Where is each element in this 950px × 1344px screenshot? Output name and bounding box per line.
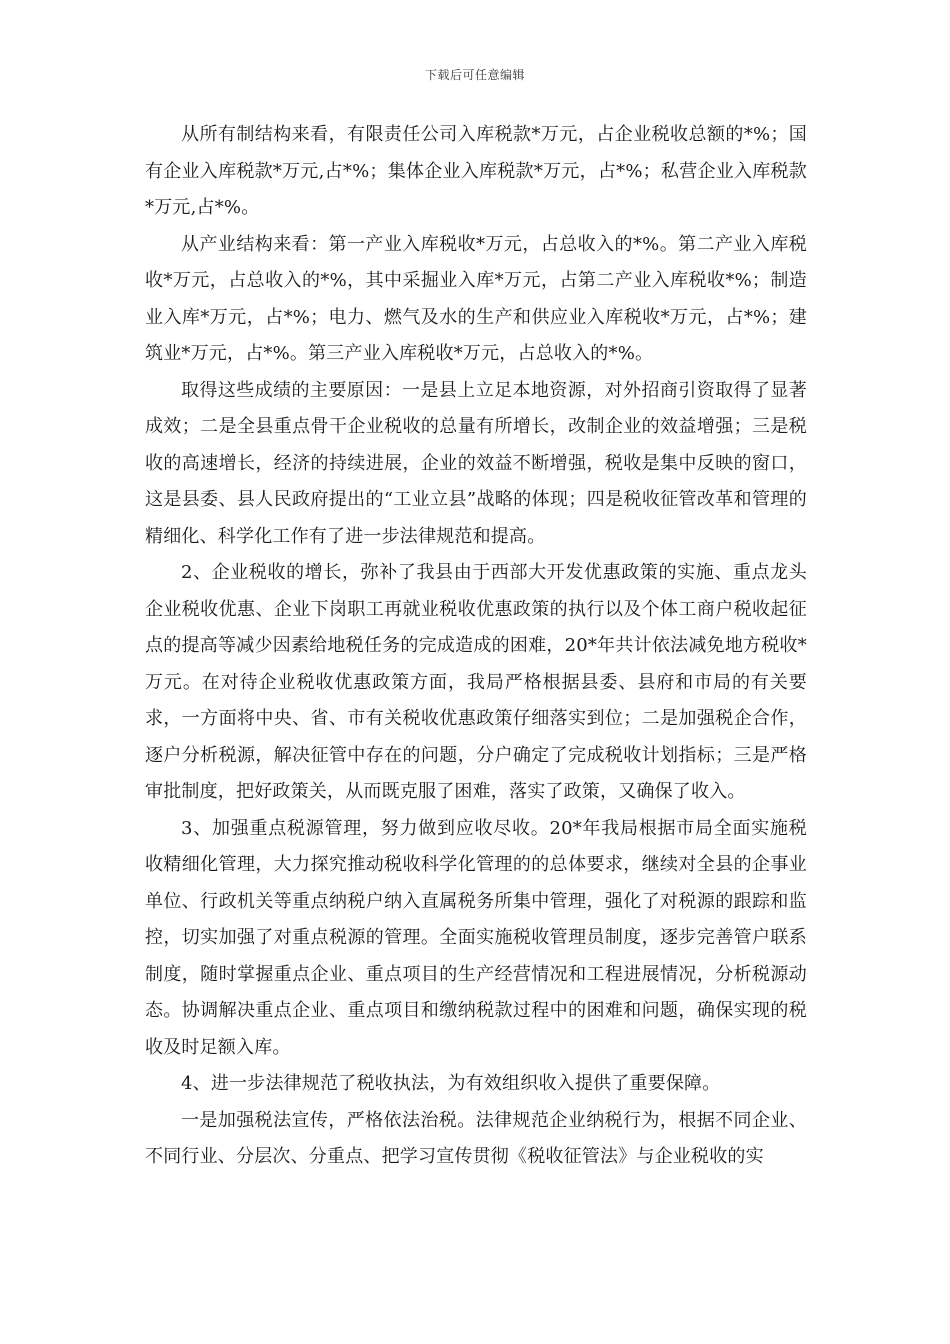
- paragraph-section-3: 3、加强重点税源管理，努力做到应收尽收。20*年我局根据市局全面实施税收精细化管理，大力探究推动税收科学化管理的的总体要求，继续对全县的企事业单位、行政机关等重点纳税户纳入直属税务所集中管理，强化了对税源的跟踪和监控，切实加强了对重点税源的管理。全面实施税收管理员制度，逐步完善管户联系制度，随时掌握重点企业、重点项目的生产经营情况和工程进展情况，分析税源动态。协调解决重点企业、重点项目和缴纳税款过程中的困难和问题，确保实现的税收及时足额入库。: [145, 817, 807, 1058]
- paragraph-ownership-structure: 从所有制结构来看，有限责任公司入库税款*万元，占企业税收总额的*%；国有企业入库税款*万元,占*%；集体企业入库税款*万元，占*%；私营企业入库税款*万元,占*%。: [145, 124, 807, 218]
- paragraph-main-reasons: 取得这些成绩的主要原因：一是县上立足本地资源，对外招商引资取得了显著成效；二是全县重点骨干企业税收的总量有所增长，改制企业的效益增强；三是税收的高速增长，经济的持续进展，企业的效益不断增强，税收是集中反映的窗口，这是县委、县人民政府提出的“工业立县”战略的体现；四是税收征管改革和管理的精细化、科学化工作有了进一步法律规范和提高。: [145, 379, 807, 547]
- paragraph-industry-structure: 从产业结构来看：第一产业入库税收*万元，占总收入的*%。第二产业入库税收*万元，占总收入的*%，其中采掘业入库*万元，占第二产业入库税收*%；制造业入库*万元，占*%；电力、燃气及水的生产和供应业入库税收*万元，占*%；建筑业*万元，占*%。第三产业入库税收*万元，占总收入的*%。: [145, 233, 807, 364]
- paragraph-section-2: 2、企业税收的增长，弥补了我县由于西部大开发优惠政策的实施、重点龙头企业税收优惠、企业下岗职工再就业税收优惠政策的执行以及个体工商户税收起征点的提高等减少因素给地税任务的完成造成的困难，20*年共计依法减免地方税收*万元。在对待企业税收优惠政策方面，我局严格根据县委、县府和市局的有关要求，一方面将中央、省、市有关税收优惠政策仔细落实到位；二是加强税企合作，逐户分析税源，解决征管中存在的问题，分户确定了完成税收计划指标；三是严格审批制度，把好政策关，从而既克服了困难，落实了政策，又确保了收入。: [145, 562, 807, 802]
- page-header: 下载后可任意编辑: [424, 68, 525, 82]
- paragraph-section-4: 4、进一步法律规范了税收执法，为有效组织收入提供了重要保障。: [181, 1073, 721, 1094]
- paragraph-tax-law-publicity: 一是加强税法宣传，严格依法治税。法律规范企业纳税行为，根据不同企业、不同行业、分层次、分重点、把学习宣传贯彻《税收征管法》与企业税收的实: [145, 1109, 807, 1167]
- document-body: [145, 117, 807, 1176]
